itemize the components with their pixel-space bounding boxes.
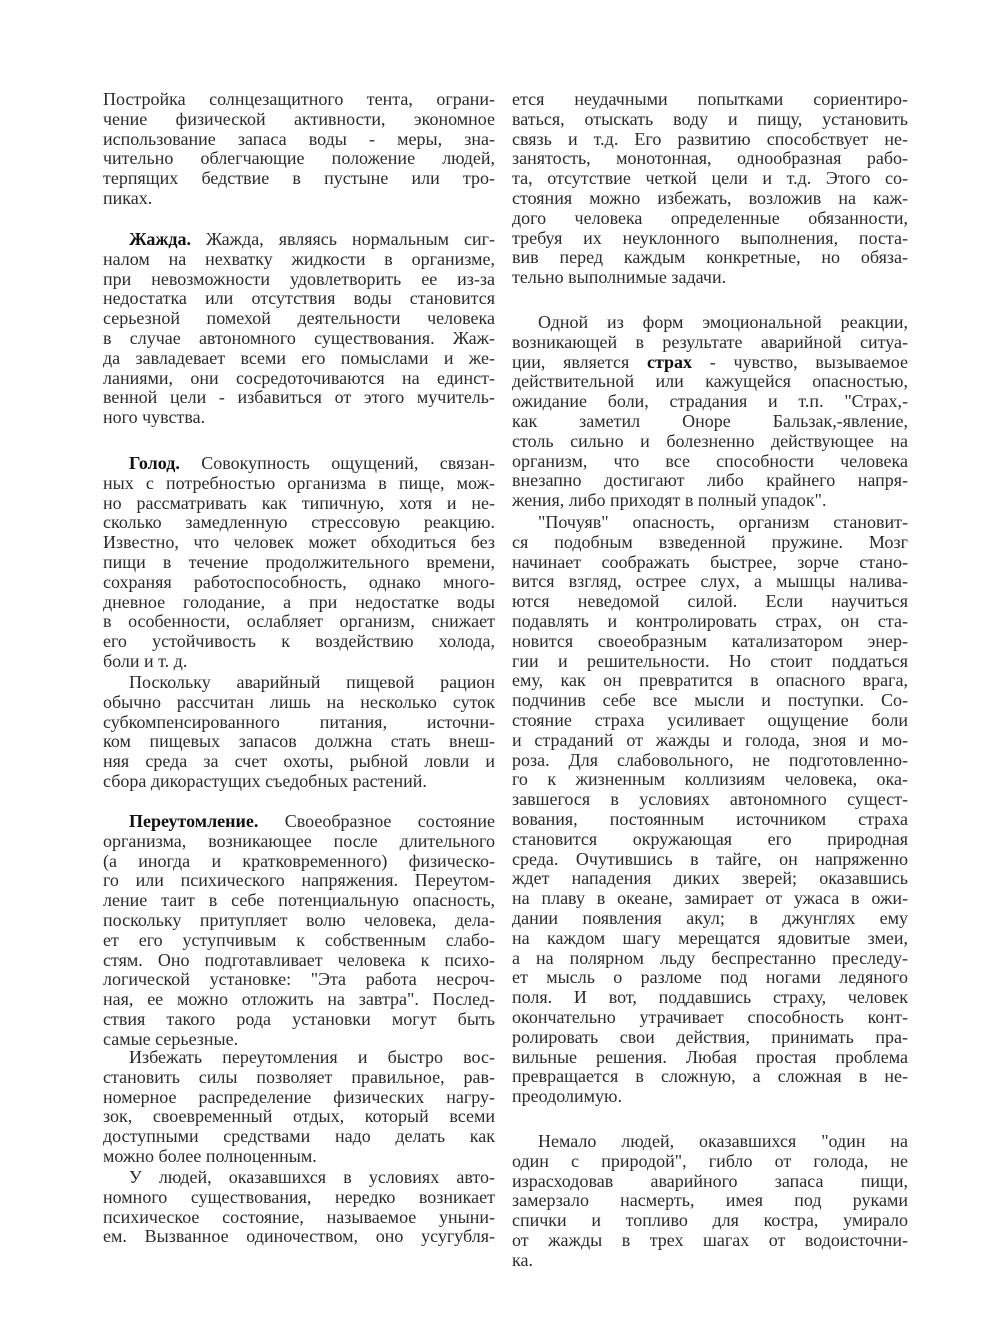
- paragraph: [512, 313, 908, 511]
- text-line: но рассматривать как типичную, хотя и не-: [103, 492, 495, 513]
- text-line: становить силы позволяет правильное, рав-: [103, 1066, 495, 1087]
- text-line: зок, своевременный отдых, который всеми: [103, 1106, 495, 1127]
- text-line: возникающей в результате аварийной ситуа-: [512, 331, 908, 352]
- paragraph: [103, 812, 495, 1050]
- section-heading: Голод.: [129, 453, 180, 473]
- text-line: ных с потребностью организма в пище, мож-: [103, 472, 495, 493]
- text-line: дании появления акул; в джунглях ему: [512, 907, 908, 928]
- text-line: ваться, отыскать воду и пищу, установить: [512, 108, 908, 129]
- text-line: завшегося в условиях автономного сущест-: [512, 789, 908, 810]
- text-line: подчинив себе все мысли и поступки. Со-: [512, 690, 908, 711]
- text-line: в случае автономного существования. Жаж-: [103, 327, 495, 348]
- text-line: чительно облегчающие положение людей,: [103, 148, 495, 169]
- text-line: номерное распределение физических нагру-: [103, 1086, 495, 1107]
- text-line: обычно рассчитан лишь на несколько суток: [103, 691, 495, 712]
- text-line: серьезной помехой деятельности человека: [103, 308, 495, 329]
- text-line: дого человека определенные обязанности,: [512, 207, 908, 228]
- paragraph: [512, 513, 908, 1107]
- paragraph: [512, 1132, 908, 1271]
- text-line: ствия такого рода установки могут быть: [103, 1008, 495, 1029]
- text-line: использование запаса воды - меры, зна-: [103, 128, 495, 149]
- text-line: преодолимую.: [512, 1086, 622, 1107]
- text-line: а на полярном льду беспрестанно преследу-: [512, 947, 908, 968]
- text-line: новится своеобразным катализатором энер-: [512, 630, 908, 651]
- paragraph: [103, 1168, 495, 1247]
- text-line: в особенности, ослабляет организм, снижает: [103, 611, 495, 632]
- text-line: один с природой", гибло от голода, не: [512, 1150, 908, 1171]
- text-line: вится взгляд, острее слух, а мышцы налива-: [512, 571, 908, 592]
- text-line: сохраняя работоспособность, однако много-: [103, 571, 495, 592]
- text-line: ждет нападения диких зверей; оказавшись: [512, 868, 908, 889]
- text-line: няя среда за счет охоты, рыбной ловли и: [103, 751, 495, 772]
- text-line: номного существования, нередко возникает: [103, 1186, 495, 1207]
- text-line: столь сильно и болезненно действующее на: [512, 430, 908, 451]
- text-line: недостатка или отсутствия воды становится: [103, 288, 495, 309]
- text-line: ком пищевых запасов должна стать внеш-: [103, 731, 495, 752]
- text-line: спички и топливо для костра, умирало: [512, 1210, 908, 1231]
- text-line: ление таит в себе потенциальную опасность,: [103, 890, 495, 911]
- text-line: внезапно достигают либо крайнего напря-: [512, 470, 908, 491]
- text-line: на плаву в океане, замирает от ужаса в ожи-: [512, 888, 908, 909]
- text-line: самые серьезные.: [103, 1028, 239, 1049]
- text-line: сколько замедленную стрессовую реакцию.: [103, 512, 495, 533]
- paragraph: [103, 90, 495, 209]
- text-line: (а иногда и кратковременного) физическо-: [103, 850, 495, 871]
- text-line: стояния можно избежать, возложив на каж-: [512, 187, 908, 208]
- paragraph: [103, 454, 495, 672]
- text-line: ции, является страх - чувство, вызываемое: [512, 351, 909, 372]
- text-line: подавлять и контролировать страх, он ста-: [512, 610, 908, 631]
- text-line: пищи в течение продолжительного времени,: [103, 551, 495, 572]
- paragraph: [103, 230, 495, 428]
- text-line: вив перед каждым конкретные, но обяза-: [512, 247, 908, 268]
- text-line: Постройка солнцезащитного тента, ограни-: [103, 89, 495, 109]
- text-line: жения, либо приходят в полный упадок".: [512, 490, 827, 511]
- text-line: тельно выполнимые задачи.: [512, 267, 727, 288]
- text-line: Жажда. Жажда, являясь нормальным сиг-: [129, 229, 495, 249]
- text-line: стояние страха усиливает ощущение боли: [512, 709, 908, 730]
- text-line: "Почуяв" опасность, организм становит-: [538, 512, 908, 532]
- text-line: окончательно утрачивает способность конт-: [512, 1006, 908, 1027]
- text-line: ного чувства.: [103, 407, 206, 428]
- text-line: У людей, оказавшихся в условиях авто-: [129, 1167, 495, 1187]
- text-line: пиках.: [103, 187, 153, 208]
- paragraph: [103, 1048, 495, 1167]
- text-line: дневное голодание, а при недостатке воды: [103, 591, 495, 612]
- text-line: ет мысль о разломе под ногами ледяного: [512, 967, 908, 988]
- text-line: боли и т. д.: [103, 650, 188, 671]
- text-line: Голод. Совокупность ощущений, связан-: [129, 453, 495, 473]
- text-line: та, отсутствие четкой цели и т.д. Этого со-: [512, 168, 908, 189]
- text-line: ка.: [512, 1249, 533, 1270]
- text-line: ет его уступчивым к собственным слабо-: [103, 929, 495, 950]
- text-line: го или психического напряжения. Переутом-: [103, 870, 495, 891]
- text-line: ется неудачными попытками сориентиро-: [512, 89, 908, 109]
- text-line: Одной из форм эмоциональной реакции,: [538, 312, 908, 332]
- text-line: становится окружающая его природная: [512, 828, 908, 849]
- text-line: действительной или кажущейся опасностью,: [512, 371, 908, 392]
- text-line: доступными средствами надо делать как: [103, 1126, 495, 1147]
- section-heading: Переутомление.: [129, 811, 259, 831]
- text-line: Немало людей, оказавшихся "один на: [538, 1131, 908, 1151]
- text-line: гии и решительности. Но стоит поддаться: [512, 650, 908, 671]
- text-line: сбора дикорастущих съедобных растений.: [103, 770, 427, 791]
- text-line: ются неведомой силой. Если научиться: [512, 591, 908, 612]
- text-line: вования, постоянным источником страха: [512, 808, 908, 829]
- section-heading: Жажда.: [129, 229, 192, 249]
- text-line: налом на нехватку жидкости в организме,: [103, 248, 495, 269]
- text-line: ему, как он превратится в опасного врага,: [512, 670, 908, 691]
- paragraph: [103, 673, 495, 792]
- text-line: субкомпенсированного питания, источни-: [103, 711, 495, 732]
- text-line: на каждом шагу мерещатся ядовитые змеи,: [512, 927, 908, 948]
- text-line: Известно, что человек может обходиться без: [103, 532, 495, 553]
- text-line: стям. Оно подготавливает человека к психо-: [103, 949, 495, 970]
- text-line: Переутомление. Своеобразное состояние: [129, 811, 495, 831]
- paragraph: [512, 90, 908, 288]
- text-line: вильные решения. Любая простая проблема: [512, 1046, 908, 1067]
- text-line: ем. Вызванное одиночеством, оно усугубля-: [103, 1226, 495, 1247]
- text-line: венной цели - избавиться от этого мучитель-: [103, 387, 495, 408]
- text-line: организма, возникающее после длительного: [103, 830, 495, 851]
- text-line: связь и т.д. Его развитию способствует не-: [512, 128, 908, 149]
- text-line: ожидание боли, страдания и т.п. "Страх,-: [512, 391, 908, 412]
- text-line: Избежать переутомления и быстро вос-: [129, 1047, 495, 1067]
- text-line: при невозможности удовлетворить ее из-за: [103, 268, 495, 289]
- text-line: начинает соображать быстрее, зорче стано-: [512, 551, 908, 572]
- text-line: логической установке: "Эта работа несроч-: [103, 969, 495, 990]
- text-line: можно более полноценным.: [103, 1145, 317, 1166]
- text-line: ланиями, они сосредоточиваются на единст-: [103, 367, 495, 388]
- text-line: Поскольку аварийный пищевой рацион: [129, 672, 495, 692]
- text-line: организм, что все способности человека: [512, 450, 908, 471]
- text-line: ная, ее можно отложить на завтра". Послед-: [103, 989, 495, 1010]
- text-line: поскольку притупляет волю человека, дела-: [103, 909, 495, 930]
- text-line: да завладевает всеми его помыслами и же-: [103, 347, 495, 368]
- text-line: психическое состояние, называемое уныни-: [103, 1206, 495, 1227]
- emphasized-term: страх: [646, 351, 693, 372]
- text-line: его устойчивость к воздействию холода,: [103, 631, 495, 652]
- text-line: занятость, монотонная, однообразная рабо-: [512, 148, 908, 169]
- text-line: поля. И вот, поддавшись страху, человек: [512, 987, 908, 1008]
- text-line: и страданий от жажды и голода, зноя и мо-: [512, 729, 908, 750]
- text-line: как заметил Оноре Бальзак,-явление,: [512, 410, 908, 431]
- text-line: ролировать свои действия, принимать пра-: [512, 1026, 908, 1047]
- text-line: требуя их неуклонного выполнения, поста-: [512, 227, 908, 248]
- text-line: го к жизненным коллизиям человека, ока-: [512, 769, 908, 790]
- text-line: среда. Очутившись в тайге, он напряженно: [512, 848, 908, 869]
- text-line: превращается в сложную, а сложная в не-: [512, 1066, 908, 1087]
- text-line: терпящих бедствие в пустыне или тро-: [103, 168, 495, 189]
- text-line: замерзало насмерть, имея под руками: [512, 1190, 908, 1211]
- text-line: от жажды в трех шагах от водоисточни-: [512, 1229, 908, 1250]
- text-line: ся подобным взведенной пружине. Мозг: [512, 531, 908, 552]
- text-line: израсходовав аварийного запаса пищи,: [512, 1170, 908, 1191]
- text-line: чение физической активности, экономное: [103, 108, 495, 129]
- text-line: роза. Для слабовольного, не подготовленно-: [512, 749, 908, 770]
